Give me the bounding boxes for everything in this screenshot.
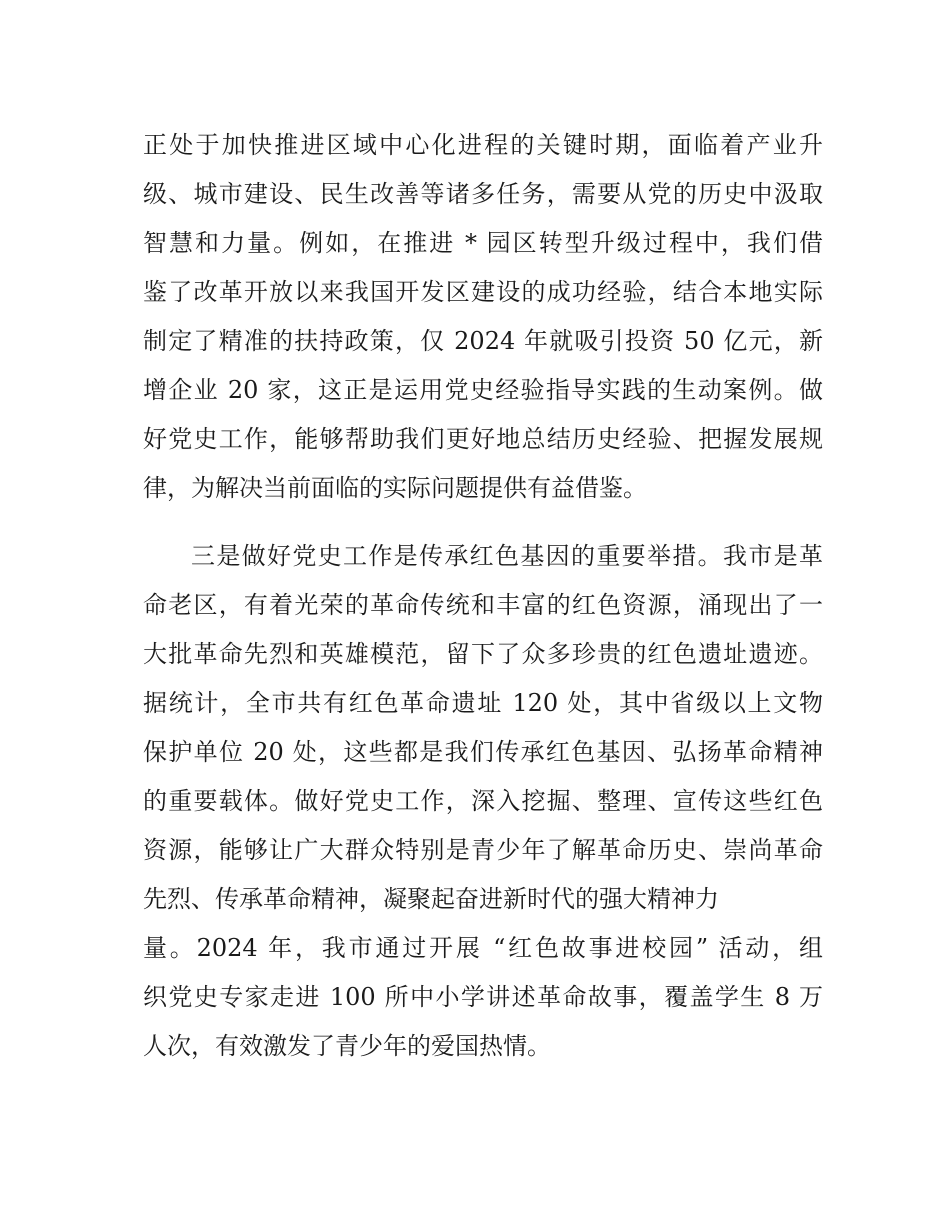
text-line: 保护单位 20 处，这些都是我们传承红色基因、弘扬革命精神 [143, 738, 823, 766]
text-line: 资源，能够让广大群众特别是青少年了解革命历史、崇尚革命 [143, 836, 823, 864]
text-line: 量。2024 年，我市通过开展 “红色故事进校园” 活动，组 [143, 934, 823, 962]
text-line: 好党史工作，能够帮助我们更好地总结历史经验、把握发展规 [143, 425, 823, 453]
text-line: 先烈、传承革命精神，凝聚起奋进新时代的强大精神力 [143, 885, 719, 913]
text-line: 正处于加快推进区域中心化进程的关键时期，面临着产业升 [143, 131, 823, 159]
text-line: 据统计，全市共有红色革命遗址 120 处，其中省级以上文物 [143, 689, 823, 717]
text-line: 大批革命先烈和英雄模范，留下了众多珍贵的红色遗址遗迹。 [143, 640, 823, 668]
text-line: 的重要载体。做好党史工作，深入挖掘、整理、宣传这些红色 [143, 787, 823, 815]
text-line: 制定了精准的扶持政策，仅 2024 年就吸引投资 50 亿元，新 [143, 327, 823, 355]
text-line: 增企业 20 家，这正是运用党史经验指导实践的生动案例。做 [143, 376, 823, 404]
paragraph-2 [143, 532, 823, 1071]
text-line: 智慧和力量。例如，在推进 * 园区转型升级过程中，我们借 [143, 229, 823, 257]
text-line: 三是做好党史工作是传承红色基因的重要举措。我市是革 [191, 542, 823, 570]
text-line: 律，为解决当前面临的实际问题提供有益借鉴。 [143, 474, 647, 502]
paragraph-1 [143, 121, 823, 513]
text-line: 织党史专家走进 100 所中小学讲述革命故事，覆盖学生 8 万 [143, 983, 823, 1011]
text-line: 命老区，有着光荣的革命传统和丰富的红色资源，涌现出了一 [143, 591, 823, 619]
text-line: 级、城市建设、民生改善等诸多任务，需要从党的历史中汲取 [143, 180, 823, 208]
text-line: 人次，有效激发了青少年的爱国热情。 [143, 1032, 551, 1060]
text-line: 鉴了改革开放以来我国开发区建设的成功经验，结合本地实际 [143, 278, 823, 306]
